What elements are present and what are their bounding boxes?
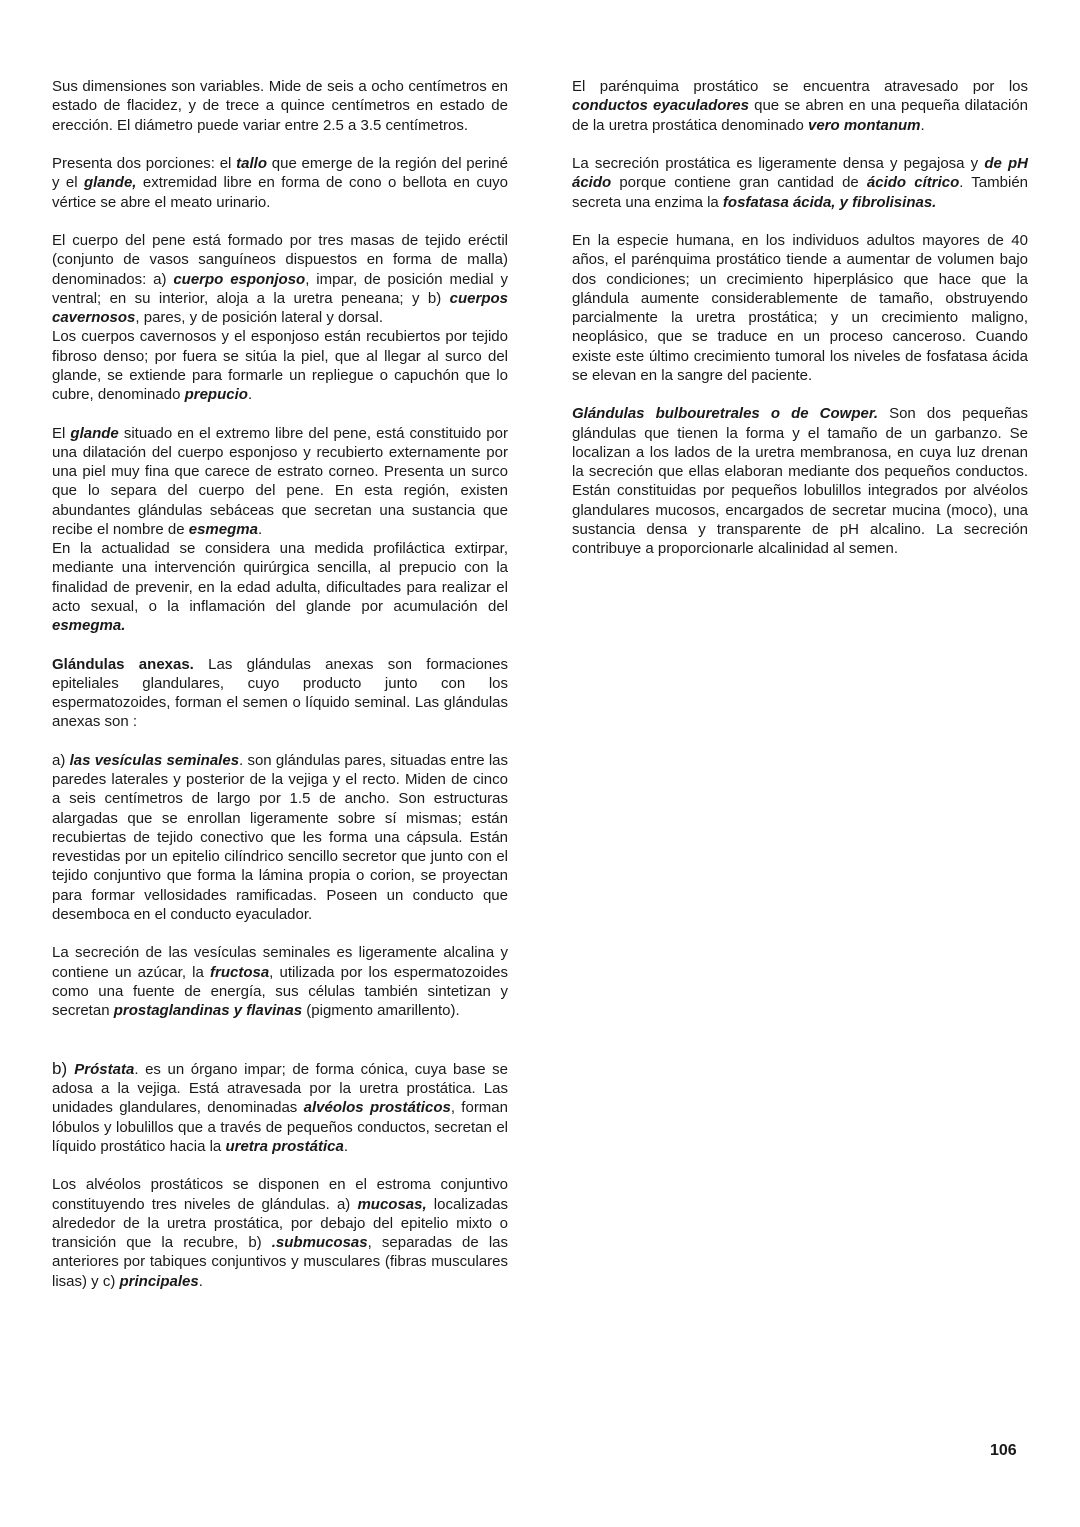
right-column bbox=[572, 77, 1028, 558]
emphasized-term: Glándulas bulbouretrales o de Cowper. bbox=[572, 405, 879, 423]
text-run: que emerge de la región del periné y el bbox=[52, 155, 508, 192]
text-run: . es un órgano impar; de forma cónica, cuya base se adosa a la vejiga. Está atravesada por la uretra prostática. Las unidades glandulares, denominadas bbox=[52, 1060, 509, 1117]
text-run: situado en el extremo libre del pene, está constituido por una dilatación del cuerpo esponjoso y recubierto externamente por una piel muy fina que carece de estrato corneo. Presenta un surco que lo separa del cuerpo del pene. En esta región, existen abundantes glándulas sebáceas que secretan una sustancia que recibe el nombre de bbox=[52, 424, 508, 538]
emphasized-term: b) bbox=[52, 1058, 75, 1078]
paragraph bbox=[52, 231, 508, 327]
emphasized-term: uretra prostática bbox=[225, 1137, 344, 1155]
emphasized-term: conductos eyaculadores bbox=[572, 97, 749, 115]
emphasized-term: cuerpos cavernosos bbox=[52, 289, 508, 326]
emphasized-term: vero montanum bbox=[807, 116, 921, 134]
text-run: (pigmento amarillento). bbox=[302, 1002, 460, 1019]
emphasized-term: glande bbox=[70, 424, 119, 442]
text-run: . bbox=[247, 386, 253, 403]
emphasized-term: ácido cítrico bbox=[866, 174, 960, 192]
text-run: En la actualidad se considera una medida profiláctica extirpar, mediante una intervención quirúrgica sencilla, al prepucio con la finalidad de prevenir, en la edad adulta, dificultades para realizar el acto sexual, o la inflamación del glande por acumulación del bbox=[52, 540, 508, 615]
text-run: , forman lóbulos y lobulillos que a través de pequeños conductos, secretan el líquido prostático hacia la bbox=[52, 1099, 508, 1155]
text-run: , separadas de las anteriores por tabiques conjuntivos y musculares (fibras musculares lisas) y c) bbox=[52, 1234, 508, 1290]
page-number: 106 bbox=[990, 1442, 1017, 1459]
paragraph bbox=[52, 655, 508, 732]
text-run: a) bbox=[52, 751, 70, 769]
emphasized-term: esmegma. bbox=[52, 617, 126, 634]
emphasized-term: Próstata bbox=[74, 1060, 135, 1078]
text-run: . bbox=[343, 1137, 348, 1155]
text-run: La secreción de las vesículas seminales es ligeramente alcalina y contiene un azúcar, la bbox=[52, 944, 508, 981]
paragraph bbox=[52, 1059, 508, 1156]
paragraph bbox=[52, 539, 508, 635]
text-run: Las glándulas anexas son formaciones epiteliales glandulares, cuyo producto junto con los espermatozoides, forman el semen o líquido seminal. Las glándulas anexas son : bbox=[52, 655, 508, 731]
paragraph bbox=[52, 327, 508, 404]
text-run: , utilizada por los espermatozoides como una fuente de energía, sus células también sintetizan y secretan bbox=[52, 963, 508, 1019]
text-run: . son glándulas pares, situadas entre las paredes laterales y posterior de la vejiga y el recto. Miden de cinco a seis centímetros de largo por 1.5 de ancho. Son estructuras alargadas que se enrollan ligeramente sobre sí mismas; están recubiertas de tejido conectivo que les forma una cápsula. Están revestidas por un epitelio cilíndrico sencillo secretor que junto con el tejido conjuntivo que forma la lámina propia o corion, se proyectan para formar vellosidades ramificadas. Poseen un conducto que desemboca en el conducto eyaculador. bbox=[52, 751, 508, 923]
emphasized-term: .submucosas bbox=[271, 1234, 368, 1251]
text-run: , pares, y de posición lateral y dorsal. bbox=[135, 309, 384, 326]
text-run: La secreción prostática es ligeramente densa y pegajosa y bbox=[572, 155, 985, 172]
text-run: Sus dimensiones son variables. Mide de seis a ocho centímetros en estado de flacidez, y de trece a quince centímetros en estado de erección. El diámetro puede variar entre 2.5 a 3.5 centímetros. bbox=[52, 78, 508, 134]
paragraph bbox=[52, 424, 508, 540]
text-run: Son dos pequeñas glándulas que tienen la forma y el tamaño de un garbanzo. Se localizan a los lados de la uretra membranosa, en cuya luz drenan la secreción que ellas elaboran mediante dos pequeños conductos. Están constituidas por pequeños lobulillos integrados por alvéolos glandulares mucosos, encargados de secretar mucina (moco), una sustancia densa y transparente de pH alcalino. La secreción contribuye a proporcionarle alcalinidad al semen. bbox=[572, 405, 1029, 557]
emphasized-term: fructosa bbox=[209, 963, 270, 981]
paragraph bbox=[52, 77, 508, 135]
paragraph bbox=[52, 154, 508, 212]
text-run: extremidad libre en forma de cono o bellota en cuyo vértice se abre el meato urinario. bbox=[52, 174, 509, 211]
emphasized-term: principales bbox=[119, 1272, 199, 1290]
text-run: Los cuerpos cavernosos y el esponjoso están recubiertos por tejido fibroso denso; por fuera se sitúa la piel, que al llegar al surco del glande, se extiende para formarle un repliegue o capuchón que lo cubre, denominado bbox=[52, 328, 508, 403]
text-run: que se abren en una pequeña dilatación de la uretra prostática denominado bbox=[572, 97, 1028, 134]
paragraph bbox=[572, 404, 1028, 558]
left-column bbox=[52, 77, 508, 1291]
emphasized-term: fosfatasa ácida, y fibrolisinas. bbox=[722, 193, 937, 211]
paragraph bbox=[52, 943, 508, 1020]
text-run: localizadas alrededor de la uretra prostática, por debajo del epitelio mixto o transición que la recubre, b) bbox=[52, 1195, 508, 1251]
text-run: Los alvéolos prostáticos se disponen en el estroma conjuntivo constituyendo tres niveles de glándulas. a) bbox=[52, 1176, 508, 1213]
emphasized-term: las vesículas seminales bbox=[69, 751, 240, 769]
text-run: El parénquima prostático se encuentra atravesado por los bbox=[572, 78, 1028, 95]
emphasized-term: cuerpo esponjoso bbox=[173, 270, 306, 288]
emphasized-term: prostaglandinas y flavinas bbox=[113, 1002, 303, 1019]
paragraph bbox=[572, 231, 1028, 385]
text-run: . bbox=[920, 116, 925, 134]
emphasized-term: de pH ácido bbox=[572, 155, 1028, 192]
text-run: El bbox=[52, 424, 71, 442]
emphasized-term: Glándulas anexas. bbox=[52, 655, 194, 673]
paragraph bbox=[52, 751, 508, 924]
paragraph bbox=[572, 154, 1028, 212]
emphasized-term: esmegma bbox=[188, 520, 258, 538]
text-run: . También secreta una enzima la bbox=[572, 174, 1029, 211]
text-run: . bbox=[257, 520, 263, 538]
emphasized-term: alvéolos prostáticos bbox=[303, 1099, 451, 1117]
text-run: El cuerpo del pene está formado por tres masas de tejido eréctil (conjunto de vasos sanguíneos dispuestos en forma de malla) denominados: a) bbox=[52, 232, 508, 288]
text-run: . bbox=[198, 1272, 203, 1290]
text-run: En la especie humana, en los individuos adultos mayores de 40 años, el parénquima prostático tiende a aumentar de volumen bajo dos condiciones; un crecimiento hiperplásico que hace que la glándula aumente considerablemente de tamaño, obstruyendo parcialmente la uretra prostática; y un crecimiento maligno, neoplásico, que se traduce en un proceso canceroso. Cuando existe este último crecimiento tumoral los niveles de fosfatasa ácida se elevan en la sangre del paciente. bbox=[572, 232, 1028, 384]
emphasized-term: tallo bbox=[236, 155, 267, 172]
paragraph bbox=[572, 77, 1028, 135]
text-run: , impar, de posición medial y ventral; en su interior, aloja a la uretra peneana; y b) bbox=[52, 270, 509, 307]
emphasized-term: mucosas, bbox=[357, 1195, 427, 1213]
paragraph bbox=[52, 1175, 508, 1291]
text-run: Presenta dos porciones: el bbox=[52, 155, 237, 172]
text-run: porque contiene gran cantidad de bbox=[611, 174, 867, 192]
emphasized-term: prepucio bbox=[184, 386, 248, 403]
emphasized-term: glande, bbox=[83, 174, 137, 192]
